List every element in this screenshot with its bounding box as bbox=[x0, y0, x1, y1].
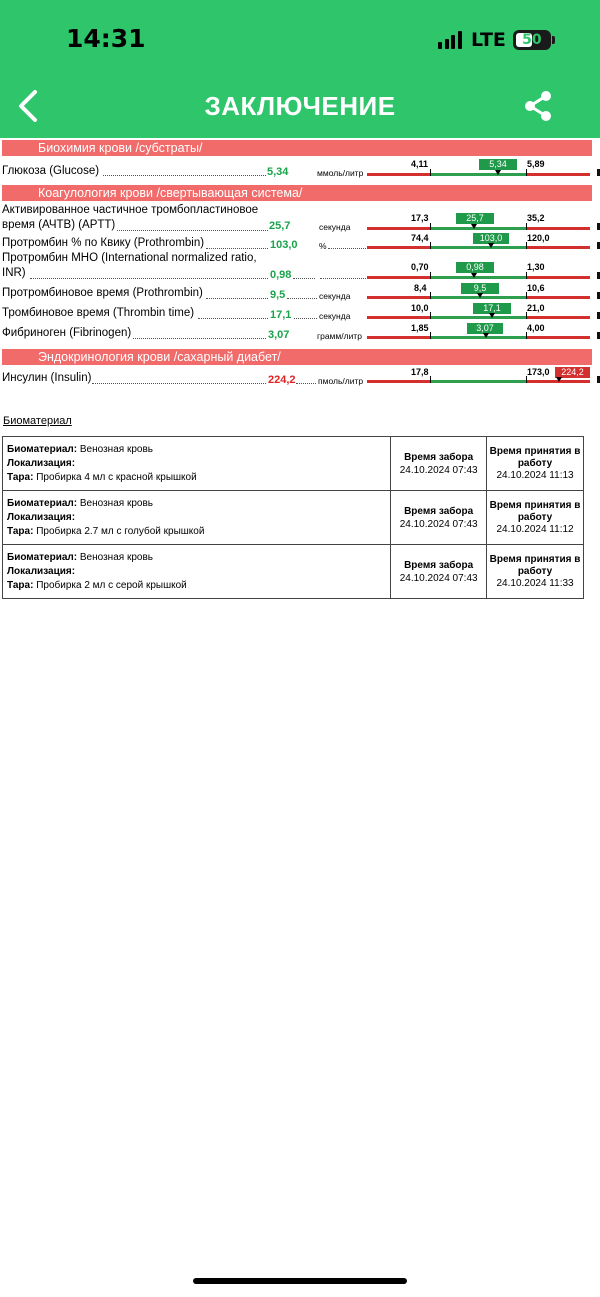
reference-scale bbox=[367, 262, 590, 279]
table-row bbox=[3, 545, 584, 599]
test-unit: секунда bbox=[319, 291, 351, 301]
reference-high: 5,89 bbox=[527, 159, 545, 169]
reference-scale bbox=[367, 159, 590, 176]
dotted-leader bbox=[328, 248, 366, 249]
dotted-leader bbox=[206, 248, 268, 249]
collect-time-cell: Время забора 24.10.2024 07:43 bbox=[391, 437, 487, 491]
reference-low: 17,8 bbox=[411, 367, 429, 377]
dotted-leader bbox=[92, 383, 266, 384]
reference-high: 1,30 bbox=[527, 262, 545, 272]
dotted-leader bbox=[320, 278, 366, 279]
reference-scale bbox=[367, 283, 590, 299]
reference-low: 10,0 bbox=[411, 303, 429, 313]
reference-high: 120,0 bbox=[527, 233, 550, 243]
reference-scale bbox=[367, 323, 590, 339]
result-badge: 3,07 bbox=[467, 323, 503, 334]
accept-time-cell: Время принятия в работу 24.10.2024 11:13 bbox=[487, 437, 584, 491]
result-badge: 5,34 bbox=[479, 159, 517, 170]
status-indicators bbox=[438, 29, 555, 51]
test-value: 224,2 bbox=[268, 374, 296, 386]
result-badge: 103,0 bbox=[473, 233, 509, 244]
test-name: Инсулин (Insulin) bbox=[2, 372, 92, 384]
reference-scale bbox=[367, 233, 590, 249]
test-row-inr bbox=[0, 250, 600, 282]
reference-low: 17,3 bbox=[411, 213, 429, 223]
table-row bbox=[3, 491, 584, 545]
test-name: время (АЧТВ) (APTT) bbox=[2, 219, 116, 231]
test-row-thrombin-time bbox=[0, 304, 600, 322]
reference-low: 74,4 bbox=[411, 233, 429, 243]
test-unit: % bbox=[319, 241, 327, 251]
dotted-leader bbox=[133, 338, 266, 339]
cellular-signal-icon bbox=[438, 31, 464, 49]
reference-scale bbox=[367, 213, 590, 230]
test-value: 3,07 bbox=[268, 329, 290, 341]
battery-icon bbox=[513, 30, 551, 50]
dotted-leader bbox=[206, 298, 268, 299]
test-row-insulin bbox=[0, 369, 600, 387]
test-value: 0,98 bbox=[270, 269, 292, 281]
result-badge: 9,5 bbox=[461, 283, 499, 294]
dotted-leader bbox=[198, 318, 268, 319]
dotted-leader bbox=[117, 230, 268, 231]
reference-low: 1,85 bbox=[411, 323, 429, 333]
test-name: Протромбиновое время (Prothrombin) bbox=[2, 287, 203, 299]
dotted-leader bbox=[293, 278, 315, 279]
test-value: 17,1 bbox=[270, 309, 292, 321]
battery-percent: 50 bbox=[522, 32, 542, 48]
test-value: 5,34 bbox=[267, 166, 289, 178]
result-badge: 0,98 bbox=[456, 262, 494, 273]
test-row-aptt bbox=[0, 202, 600, 232]
test-name: INR) bbox=[2, 267, 26, 279]
test-name: Протромбин % по Квику (Prothrombin) bbox=[2, 237, 205, 249]
result-marker bbox=[495, 170, 501, 175]
test-unit: пмоль/литр bbox=[318, 376, 364, 386]
biomaterial-info: Биоматериал: Венозная кровь Локализация: Тара: Пробирка 4 мл с красной крышкой bbox=[3, 437, 391, 491]
share-icon bbox=[523, 90, 553, 122]
biomaterial-table bbox=[2, 436, 584, 599]
test-name: Фибриноген (Fibrinogen) bbox=[2, 327, 132, 339]
home-indicator[interactable] bbox=[193, 1278, 407, 1284]
accept-time-cell: Время принятия в работу 24.10.2024 11:12 bbox=[487, 491, 584, 545]
reference-low: 8,4 bbox=[414, 283, 427, 293]
biomaterial-info: Биоматериал: Венозная кровь Локализация: Тара: Пробирка 2.7 мл с голубой крышкой bbox=[3, 491, 391, 545]
reference-high: 4,00 bbox=[527, 323, 545, 333]
test-unit: ммоль/литр bbox=[317, 168, 364, 178]
test-unit: секунда bbox=[319, 311, 351, 321]
result-marker bbox=[483, 333, 489, 338]
test-name-line1: Протромбин МНО (International normalized ratio, bbox=[2, 252, 257, 264]
test-name: Тромбиновое время (Thrombin time) bbox=[2, 307, 195, 319]
dotted-leader bbox=[30, 278, 268, 279]
result-marker bbox=[488, 243, 494, 248]
status-time: 14:31 bbox=[66, 24, 146, 53]
collect-time-cell: Время забора 24.10.2024 07:43 bbox=[391, 545, 487, 599]
app-header bbox=[0, 0, 600, 138]
reference-high: 173,0 bbox=[527, 367, 550, 377]
share-button[interactable] bbox=[520, 86, 556, 126]
result-marker bbox=[477, 293, 483, 298]
test-name-line1: Активированное частичное тромбопластиновое bbox=[2, 204, 259, 216]
network-type: LTE bbox=[471, 29, 506, 51]
section-header-coagulology: Коагулология крови /свертывающая система/ bbox=[2, 185, 592, 201]
test-value: 103,0 bbox=[270, 239, 298, 251]
result-marker bbox=[489, 313, 495, 318]
result-marker bbox=[471, 273, 477, 278]
page-title: ЗАКЛЮЧЕНИЕ bbox=[204, 91, 396, 121]
dotted-leader bbox=[103, 175, 266, 176]
test-name: Глюкоза (Glucose) bbox=[2, 165, 100, 177]
test-row-fibrinogen bbox=[0, 324, 600, 342]
test-row-glucose bbox=[0, 160, 600, 180]
test-value: 9,5 bbox=[270, 289, 286, 301]
reference-high: 10,6 bbox=[527, 283, 545, 293]
section-header-biochemistry: Биохимия крови /субстраты/ bbox=[2, 140, 592, 156]
result-marker bbox=[556, 377, 562, 382]
test-row-prothrombin-time bbox=[0, 284, 600, 302]
reference-low: 0,70 bbox=[411, 262, 429, 272]
dotted-leader bbox=[287, 298, 317, 299]
test-unit: грамм/литр bbox=[317, 331, 362, 341]
reference-scale bbox=[367, 367, 590, 383]
biomaterial-title: Биоматериал bbox=[3, 415, 72, 427]
collect-time-cell: Время забора 24.10.2024 07:43 bbox=[391, 491, 487, 545]
test-value: 25,7 bbox=[269, 220, 291, 232]
reference-high: 21,0 bbox=[527, 303, 545, 313]
accept-time-cell: Время принятия в работу 24.10.2024 11:33 bbox=[487, 545, 584, 599]
dotted-leader bbox=[294, 318, 317, 319]
battery-tip bbox=[552, 36, 555, 44]
test-unit: секунда bbox=[319, 222, 351, 232]
reference-scale bbox=[367, 303, 590, 319]
result-badge: 224,2 bbox=[555, 367, 590, 378]
section-header-endocrinology: Эндокринология крови /сахарный диабет/ bbox=[2, 349, 592, 365]
reference-low: 4,11 bbox=[411, 159, 429, 169]
result-marker bbox=[471, 224, 477, 229]
biomaterial-info: Биоматериал: Венозная кровь Локализация: Тара: Пробирка 2 мл с серой крышкой bbox=[3, 545, 391, 599]
reference-high: 35,2 bbox=[527, 213, 545, 223]
result-badge: 25,7 bbox=[456, 213, 494, 224]
result-badge: 17,1 bbox=[473, 303, 511, 314]
table-row bbox=[3, 437, 584, 491]
dotted-leader bbox=[296, 383, 316, 384]
